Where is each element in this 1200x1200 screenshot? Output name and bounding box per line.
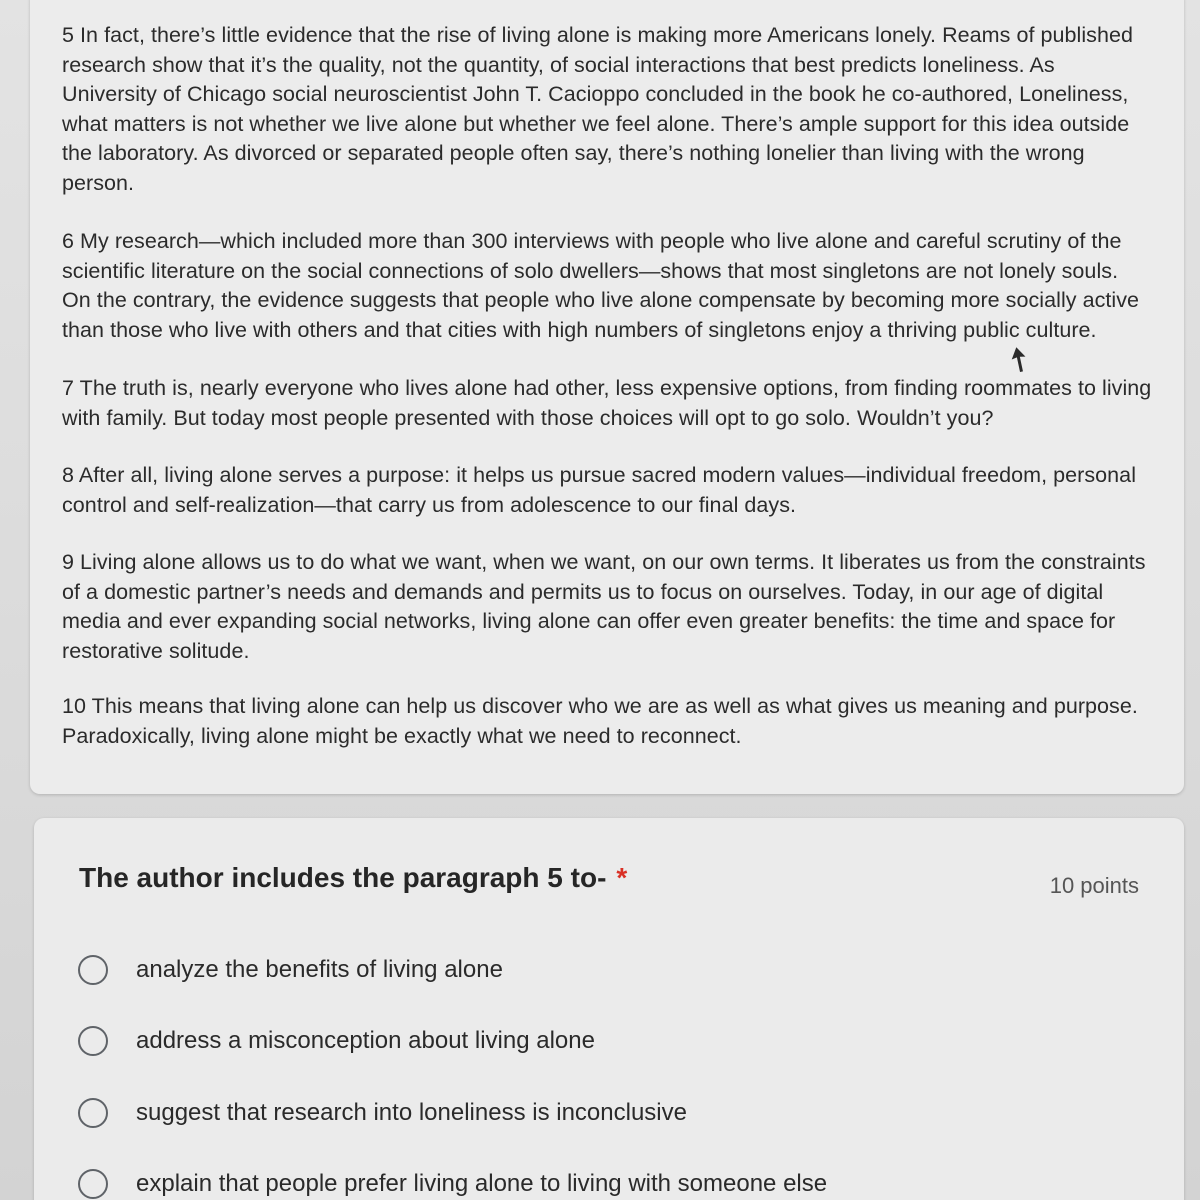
answer-option-c[interactable] bbox=[78, 1093, 687, 1133]
paragraph-7: 7 The truth is, nearly everyone who lives alone had other, less expensive options, from finding roommates to living with family. But today most people presented with those choices will opt to go solo. Wouldn’t you? bbox=[62, 376, 1152, 430]
answer-option-d[interactable] bbox=[78, 1164, 827, 1200]
paragraph-9: 9 Living alone allows us to do what we want, when we want, on our own terms. It liberates us from the constraints of a domestic partner’s needs and demands and permits us to focus on ourselves. Today, in our age of digital media and ever expanding social networks, living alone can offer even greater benefits: the time and space for restorative solitude. bbox=[62, 550, 1146, 663]
radio-button-unchecked-icon[interactable] bbox=[78, 1169, 108, 1199]
answer-option-label: explain that people prefer living alone to living with someone else bbox=[136, 1170, 828, 1197]
required-marker: * bbox=[616, 862, 628, 893]
mouse-pointer-icon bbox=[1010, 346, 1032, 374]
paragraph-6: 6 My research—which included more than 300 interviews with people who live alone and careful scrutiny of the scientific literature on the social connections of solo dwellers—shows that most singletons are not lonely souls. On the contrary, the evidence suggests that people who live alone compensate by becoming more socially active than those who live with others and that cities with high numbers of singletons enjoy a thriving public culture. bbox=[62, 229, 1140, 342]
paragraph-10: 10 This means that living alone can help us discover who we are as well as what gives us meaning and purpose. Paradoxically, living alone might be exactly what we need to reconnect. bbox=[62, 694, 1138, 748]
radio-button-unchecked-icon[interactable] bbox=[78, 955, 108, 985]
question-points: 10 points bbox=[1049, 873, 1139, 898]
radio-button-unchecked-icon[interactable] bbox=[78, 1026, 108, 1056]
answer-option-a[interactable] bbox=[78, 950, 503, 990]
question-text: The author includes the paragraph 5 to- bbox=[79, 862, 607, 893]
answer-option-label: address a misconception about living alone bbox=[136, 1027, 595, 1054]
paragraph-5: 5 In fact, there’s little evidence that the rise of living alone is making more Americans lonely. Reams of published research show that it’s the quality, not the quantity, of social interactions that best predicts loneliness. As University of Chicago social neuroscientist John T. Cacioppo concluded in the book he co-authored, Loneliness, what matters is not whether we live alone but whether we feel alone. There’s ample support for this idea outside the laboratory. As divorced or separated people often say, there’s nothing lonelier than living with the wrong person. bbox=[62, 23, 1133, 195]
paragraph-8: 8 After all, living alone serves a purpose: it helps us pursue sacred modern values—individual freedom, personal control and self-realization—that carry us from adolescence to our final days. bbox=[62, 463, 1137, 517]
answer-option-label: analyze the benefits of living alone bbox=[136, 956, 503, 983]
answer-option-b[interactable] bbox=[78, 1021, 595, 1061]
radio-button-unchecked-icon[interactable] bbox=[78, 1098, 108, 1128]
answer-option-label: suggest that research into loneliness is inconclusive bbox=[136, 1099, 687, 1126]
question-title bbox=[79, 862, 627, 894]
